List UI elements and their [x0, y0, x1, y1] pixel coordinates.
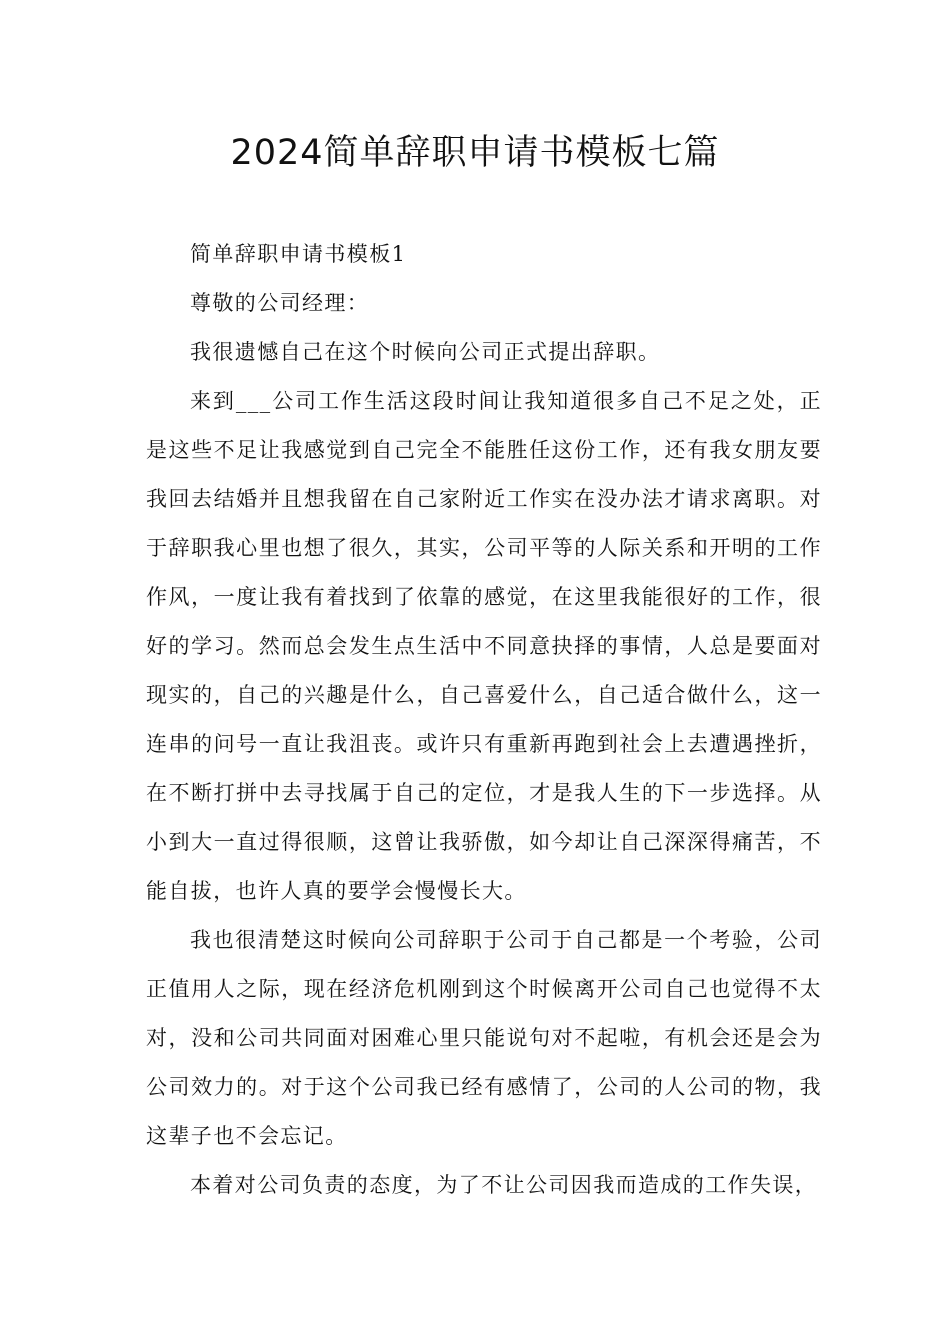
body-paragraph: 本着对公司负责的态度，为了不让公司因我而造成的工作失误，: [190, 1173, 818, 1197]
salutation: 尊敬的公司经理：: [190, 291, 370, 315]
body-paragraph: 我很遗憾自己在这个时候向公司正式提出辞职。: [190, 340, 661, 364]
document-title: 2024简单辞职申请书模板七篇: [230, 133, 720, 173]
body-paragraph: 我也很清楚这时候向公司辞职于公司于自己都是一个考验，公司正值用人之际，现在经济危机刚到这个时候离开公司自己也觉得不太对，没和公司共同面对困难心里只能说句对不起啦，有机会还是会为公司效力的。对于这个公司我已经有感情了，公司的人公司的物，我这辈子也不会忘记。: [146, 928, 822, 1148]
document-body: [146, 230, 822, 1210]
section-heading: 简单辞职申请书模板1: [190, 242, 407, 266]
body-paragraph: 来到___公司工作生活这段时间让我知道很多自己不足之处，正是这些不足让我感觉到自己完全不能胜任这份工作，还有我女朋友要我回去结婚并且想我留在自己家附近工作实在没办法才请求离职。对于辞职我心里也想了很久，其实，公司平等的人际关系和开明的工作作风，一度让我有着找到了依靠的感觉，在这里我能很好的工作，很好的学习。然而总会发生点生活中不同意抉择的事情，人总是要面对现实的，自己的兴趣是什么，自己喜爱什么，自己适合做什么，这一连串的问号一直让我沮丧。或许只有重新再跑到社会上去遭遇挫折，在不断打拼中去寻找属于自己的定位，才是我人生的下一步选择。从小到大一直过得很顺，这曾让我骄傲，如今却让自己深深得痛苦，不能自拔，也许人真的要学会慢慢长大。: [146, 389, 822, 903]
